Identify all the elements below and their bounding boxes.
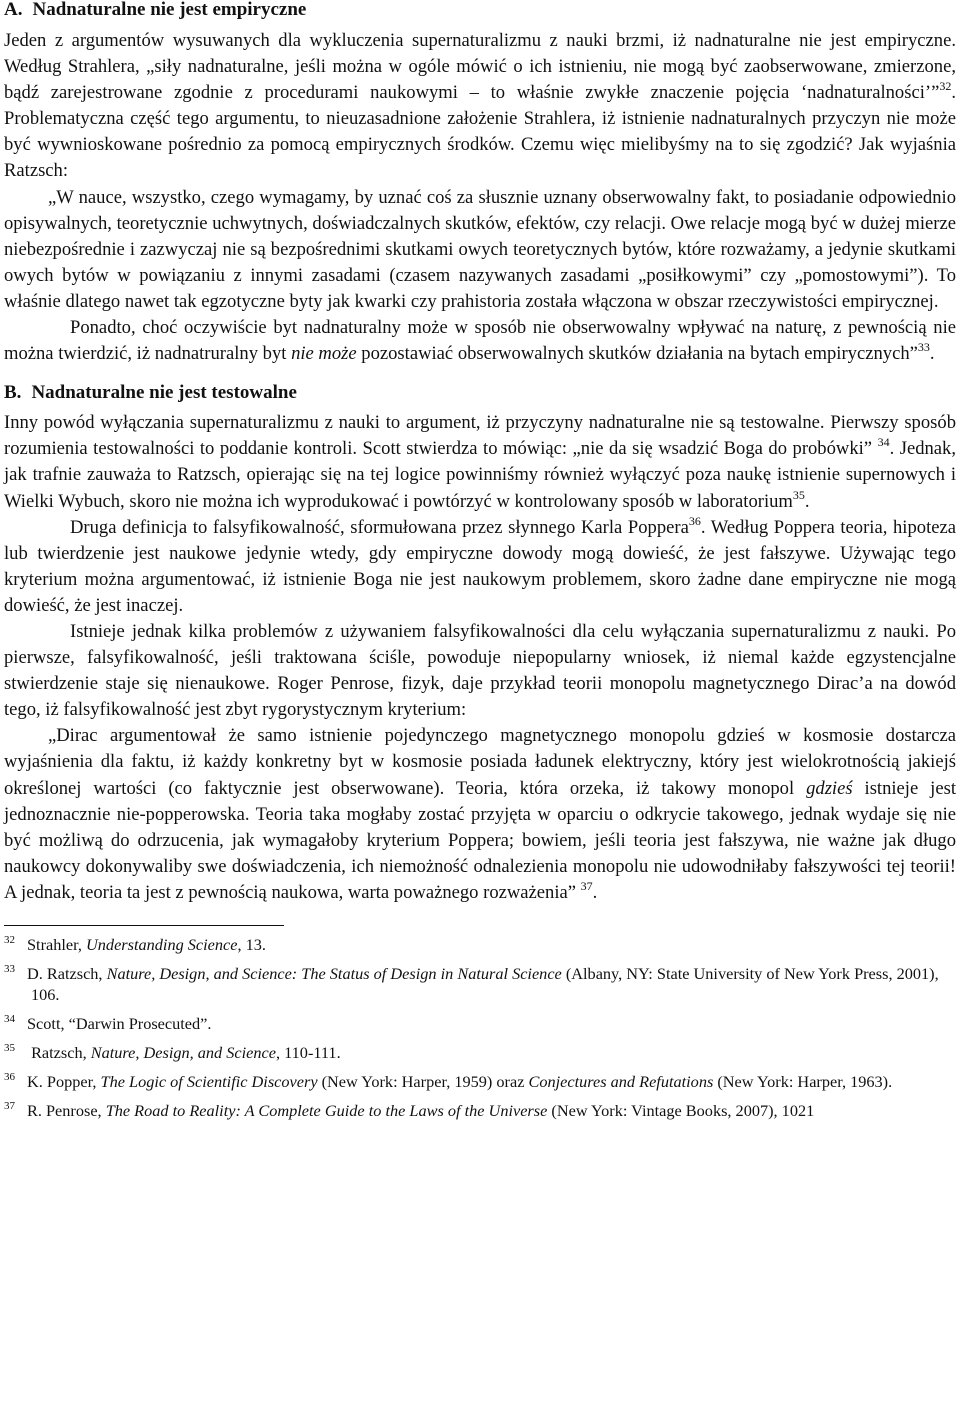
section-b-paragraph-1: [4, 410, 956, 514]
footnotes: [4, 934, 956, 1121]
footnote: 36 K. Popper, The Logic of Scientific Discovery (New York: Harper, 1959) oraz Conjectures and Refutations (New York: Harper, 1963).: [4, 1071, 893, 1091]
paragraph-text: istnieje jest jednoznacznie nie-popperowska. Teoria taka mogłaby zostać przyjęta w oparciu o odkrycie takowego, jednak wydaje się nie być możliwą do odrzucenia, jak wymagałoby kryterium Poppera; bowiem, jeśli teoria jest fałszywa, nie ważne jak długo naukowcy dokonywaliby swe doświadczenia, ich niemożność odnalezienia monopolu nie udowodniłaby fałszywości tej teorii! A jednak, teoria ta jest z pewnością naukowa, warta poważnego rozważenia”: [4, 777, 956, 903]
paragraph-text: .: [592, 881, 598, 903]
section-b-heading: [4, 380, 956, 406]
emphasis-text: gdzieś: [806, 777, 853, 799]
paragraph-text: Ponadto, choć oczywiście byt nadnaturalny może w sposób nie obserwowalny wpływać na naturę, z pewnością nie można twierdzić, iż nadnatruralny byt: [4, 317, 956, 365]
paragraph-text: . Według Poppera teoria, hipoteza lub twierdzenie jest naukowe jedynie wtedy, gdy empiryczne dowody mogą dowieść, że jest fałszywe. Używając tego kryterium można argumentować, iż istnienie Boga nie jest naukowym problemem, skoro żadne dane empiryczne nie mogą dowieść, że jest inaczej.: [4, 516, 956, 616]
section-b-quote: [4, 723, 956, 906]
footnote-text: , 110-111.: [275, 1043, 341, 1062]
footnote: 33 D. Ratzsch, Nature, Design, and Science: The Status of Design in Natural Science (Albany, NY: State University of New York Press, 2001), 106.: [4, 963, 939, 1004]
footnote-ref: 32: [939, 79, 952, 94]
footnote: 37 R. Penrose, The Road to Reality: A Complete Guide to the Laws of the Universe (New York: Vintage Books, 2007), 1021: [4, 1100, 815, 1120]
section-a-paragraph-2: [4, 315, 956, 367]
footnote-text: R. Penrose,: [27, 1101, 106, 1120]
footnote-text: (New York: Harper, 1959) oraz: [317, 1072, 529, 1091]
footnote-ref: 35: [792, 487, 805, 502]
footnote-ref: 37: [580, 878, 593, 893]
paragraph-text: . Jednak, jak trafnie zauważa to Ratzsch, opierając się na tej logice powinniśmy również wyłączyć poza naukę istnienie supernowych i Wielki Wybuch, skoro nie można ich wyprodukować i powtórzyć w kontrolowany sposób w laboratorium: [4, 438, 957, 512]
footnote-text: Strahler,: [27, 935, 87, 954]
footnote-ref: 34: [877, 435, 890, 450]
footnote-text: Ratzsch,: [27, 1043, 91, 1062]
footnote-text: (New York: Vintage Books, 2007), 1021: [547, 1101, 815, 1120]
section-b-paragraph-3: Istnieje jednak kilka problemów z używaniem falsyfikowalności dla celu wyłączania supernaturalizmu z nauki. Po pierwsze, falsyfikowalność, jeśli traktowana ściśle, powoduje niepopularny wniosek, iż niemal każde egzystencjalne stwierdzenie staje się nienaukowe. Roger Penrose, fizyk, daje przykład teorii monopolu magnetycznego Dirac’a na dowód tego, iż falsyfikowalność jest zbyt rygorystycznym kryterium:: [4, 620, 956, 721]
section-b-letter: B.: [4, 382, 22, 404]
footnote-title: Understanding Science: [86, 935, 238, 954]
footnote-ref: 36: [688, 513, 701, 528]
footnote: 32 Strahler, Understanding Science, 13.: [4, 934, 266, 954]
footnote-title: Conjectures and Refutations: [528, 1072, 714, 1091]
paragraph-text: pozostawiać obserwowalnych skutków działania na bytach empirycznych”: [356, 343, 918, 365]
footnote-text: D. Ratzsch,: [27, 964, 107, 983]
paragraph-text: .: [929, 343, 935, 365]
footnote-title: Nature, Design, and Science: The Status of Design in Natural Science: [106, 964, 562, 983]
footnote-text: , 13.: [237, 935, 266, 954]
footnote-text: (New York: Harper, 1963).: [713, 1072, 893, 1091]
footnote-ref: 33: [917, 340, 930, 355]
section-b-title: Nadnaturalne nie jest testowalne: [31, 382, 297, 404]
footnote-text: (Albany, NY: State University of New York Press, 2001), 106.: [31, 964, 939, 1004]
footnote-text: Scott, “Darwin Prosecuted”.: [27, 1014, 212, 1033]
footnote-title: The Road to Reality: A Complete Guide to the Laws of the Universe: [105, 1101, 548, 1120]
section-a-letter: A.: [4, 0, 23, 20]
section-a-heading: [4, 0, 956, 23]
paragraph-text: . Problematyczna część tego argumentu, to nieuzasadnione założenie Strahlera, iż istnienie nadnaturalnych przyczyn nie może być wywnioskowane pośrednio za pomocą empirycznych środków. Czemu więc mielibyśmy na to się zgodzić? Jak wyjaśnia Ratzsch:: [4, 82, 956, 182]
section-a-paragraph-1: [4, 28, 956, 185]
footnote: 35 Ratzsch, Nature, Design, and Science, 110-111.: [4, 1042, 341, 1062]
footnote-text: K. Popper,: [27, 1072, 101, 1091]
footnote-title: Nature, Design, and Science: [90, 1043, 276, 1062]
paragraph-text: Druga definicja to falsyfikowalność, sformułowana przez słynnego Karla Poppera: [70, 516, 689, 538]
section-a-title: Nadnaturalne nie jest empiryczne: [32, 0, 307, 20]
footnote: 34 Scott, “Darwin Prosecuted”.: [4, 1013, 212, 1033]
paragraph-text: „Dirac argumentował że samo istnienie pojedynczego magnetycznego monopolu gdzieś w kosmosie dostarcza wyjaśnienia dla faktu, iż każdy konkretny byt w kosmosie posiada ładunek elektryczny, który jest wielokrotnością jakiejś określonej wartości (co faktycznie jest obserwowane). Teoria, która orzeka, iż takowy monopol: [4, 725, 956, 799]
paragraph-text: Inny powód wyłączania supernaturalizmu z nauki to argument, iż przyczyny nadnaturalne nie są testowalne. Pierwszy sposób rozumienia testowalności to poddanie kontroli. Scott stwierdza to mówiąc: „nie da się wsadzić Boga do probówki”: [4, 412, 956, 460]
paragraph-text: .: [804, 490, 810, 512]
footnote-title: The Logic of Scientific Discovery: [100, 1072, 318, 1091]
section-b-paragraph-2: [4, 515, 956, 619]
paragraph-text: Jeden z argumentów wysuwanych dla wykluczenia supernaturalizmu z nauki brzmi, iż nadnaturalne nie jest empiryczne. Według Strahlera, „siły nadnaturalne, jeśli można w ogóle mówić o ich istnieniu, nie mogą być zaobserwowane, zmierzone, bądź zarejestrowane zgodnie z procedurami naukowymi – to właśnie zwykłe znaczenie pojęcia ‘nadnaturalności’”: [4, 30, 956, 104]
document-page: [4, 0, 956, 1129]
footnote-separator: [4, 925, 284, 926]
emphasis-text: nie może: [291, 343, 357, 365]
section-a-quote: „W nauce, wszystko, czego wymagamy, by uznać coś za słusznie uznany obserwowalny fakt, to posiadanie odpowiednio opisywalnych, teoretycznie uchwytnych, doświadczalnych skutków, efektów, czy relacji. Owe relacje mogą być w dużej mierze niebezpośrednie i zazwyczaj nie są bezpośrednimi skutkami owych teoretycznych bytów, które rozważamy, a jedynie skutkami owych bytów w powiązaniu z innymi zasadami (czasem nazywanych zasadami „posiłkowymi” czy „pomostowymi”). To właśnie dlatego nawet tak egzotyczne byty jak kwarki czy prahistoria została włączona w obszar rzeczywistości empirycznej.: [4, 186, 956, 312]
